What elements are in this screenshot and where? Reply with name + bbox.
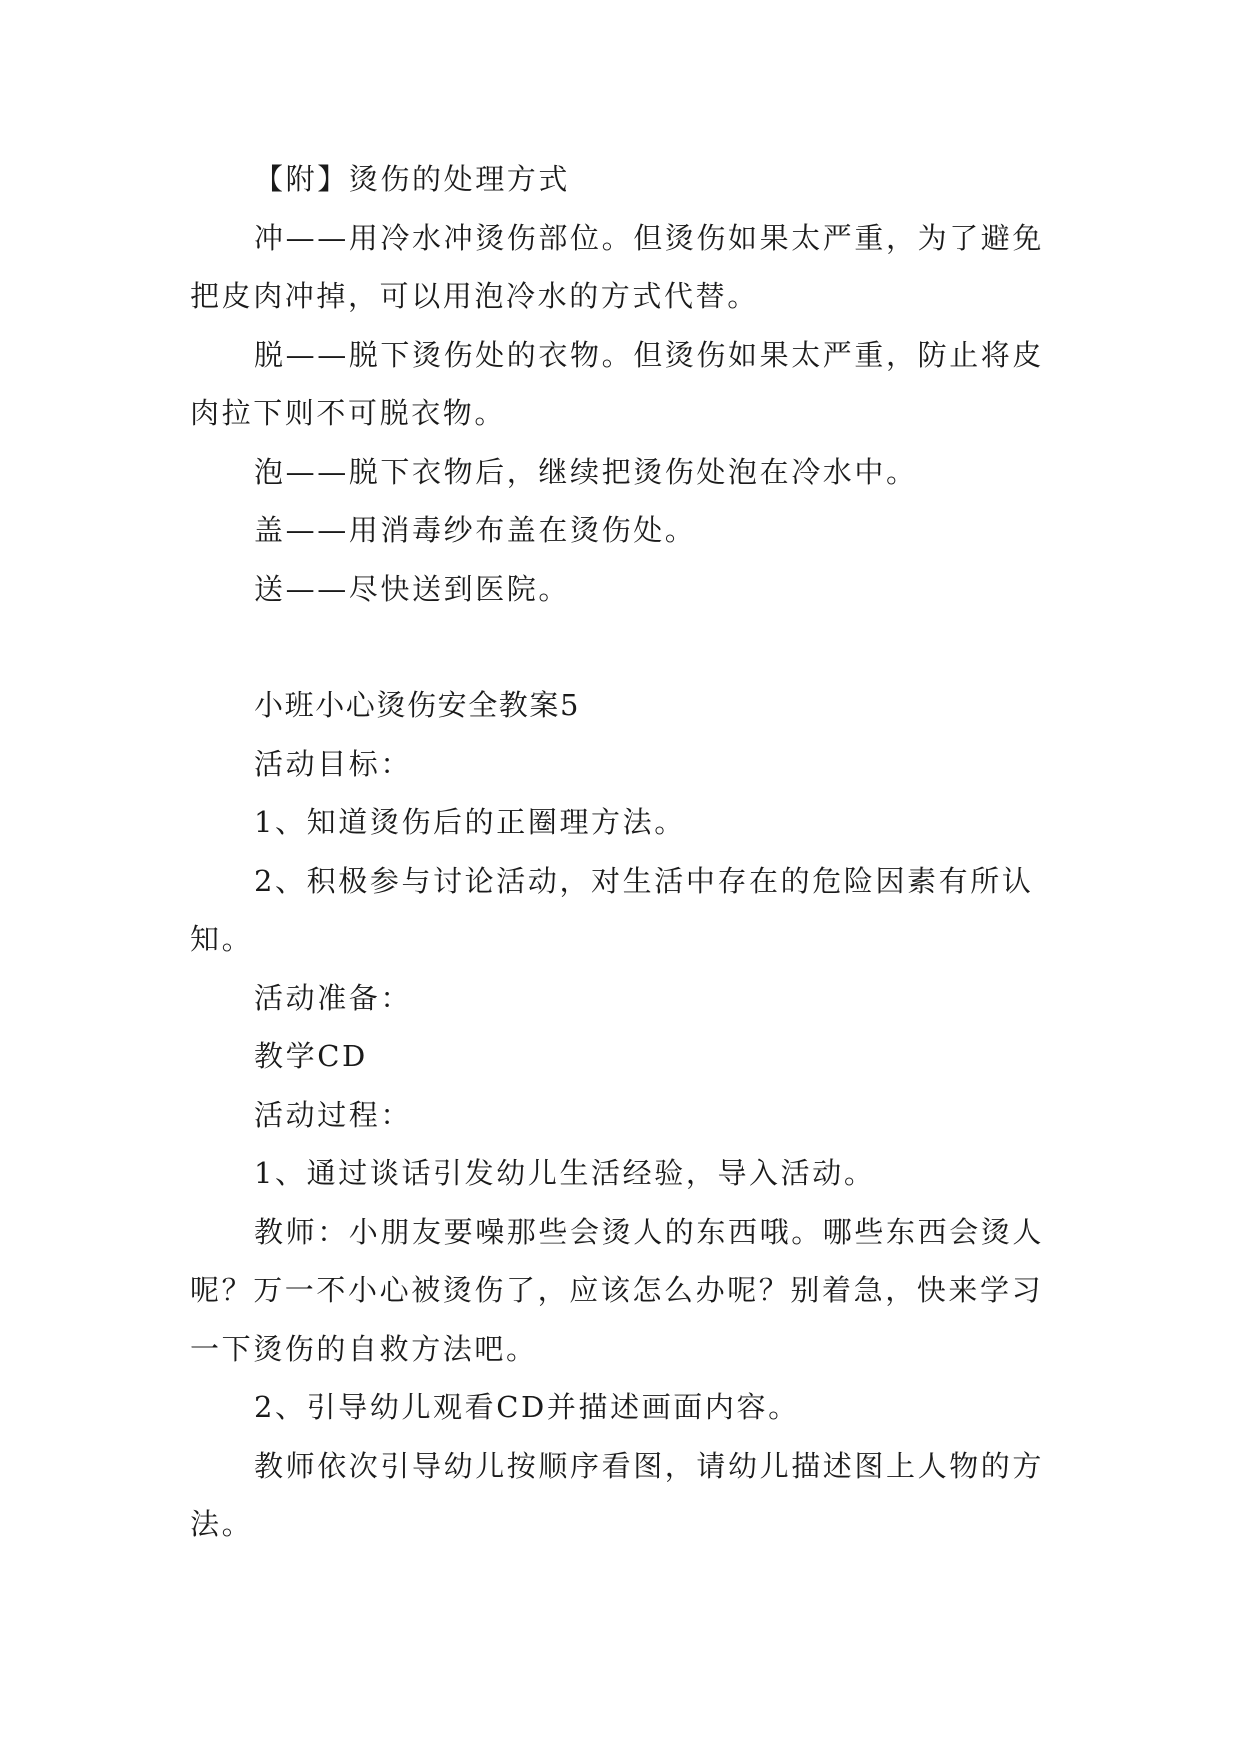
preparation-item: 教学CD [254,1039,368,1073]
lesson-title: 小班小心烫伤安全教案5 [254,688,581,722]
section-process-heading: 活动过程： [254,1097,413,1132]
paragraph-soak: 泡——脱下衣物后，继续把烫伤处泡在冷水中。 [254,454,918,489]
paragraph-rinse: 冲——用冷水冲烫伤部位。但烫伤如果太严重，为了避免把皮肉冲掉，可以用泡冷水的方式代替。 [190,220,1045,313]
process-step-1: 1、通过谈话引发幼儿生活经验，导入活动。 [254,1156,876,1190]
process-step-2: 2、引导幼儿观看CD并描述画面内容。 [254,1390,800,1424]
paragraph-cover: 盖——用消毒纱布盖在烫伤处。 [254,513,697,547]
goal-item-2: 2、积极参与讨论活动，对生活中存在的危险因素有所认知。 [190,863,1034,956]
section-goals-heading: 活动目标： [254,746,413,781]
appendix-heading: 【附】烫伤的处理方式 [254,162,571,196]
goal-item-1: 1、知道烫伤后的正圈理方法。 [254,805,686,839]
teacher-dialogue: 教师：小朋友要噪那些会烫人的东西哦。哪些东西会烫人呢？万一不小心被烫伤了，应该怎么办呢？别着急，快来学习一下烫伤的自救方法吧。 [190,1214,1045,1366]
section-preparation-heading: 活动准备： [254,980,413,1015]
section-gap [190,618,1060,676]
teacher-instruction: 教师依次引导幼儿按顺序看图，请幼儿描述图上人物的方法。 [190,1448,1045,1541]
paragraph-send: 送——尽快送到医院。 [254,571,571,606]
paragraph-remove: 脱——脱下烫伤处的衣物。但烫伤如果太严重，防止将皮肉拉下则不可脱衣物。 [190,337,1045,430]
document-body [190,150,1060,1554]
